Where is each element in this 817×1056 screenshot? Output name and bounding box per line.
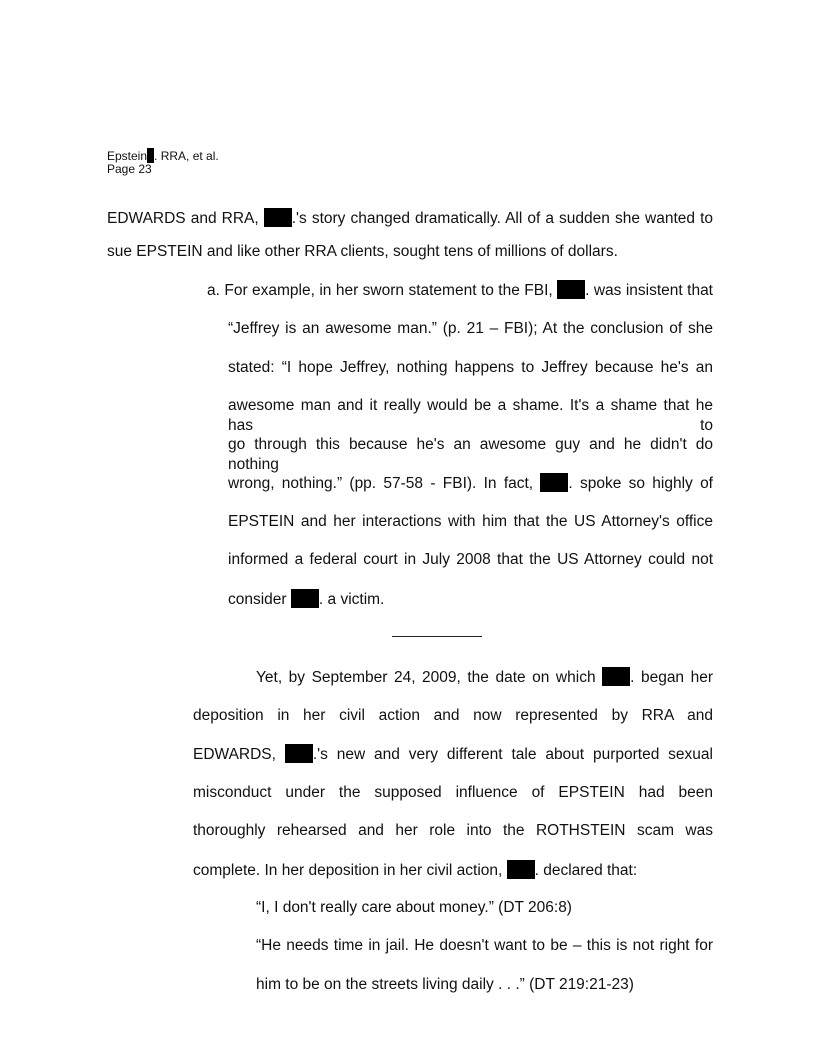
text: .'s story changed dramatically. All of a sudden she wanted to	[291, 210, 714, 227]
case-caption	[107, 148, 219, 163]
redaction	[147, 148, 154, 163]
list-item-line: informed a federal court in July 2008 that the US Attorney could not	[228, 551, 713, 568]
caption-text: Epstein	[107, 149, 148, 163]
text: . spoke so highly of	[568, 475, 713, 492]
redaction	[540, 473, 568, 492]
text: . was insistent that	[585, 282, 713, 299]
paragraph-line: deposition in her civil action and now represented by RRA and	[193, 707, 713, 724]
caption-text: . RRA, et al.	[154, 149, 219, 163]
page-number: Page 23	[107, 162, 152, 176]
text: wrong, nothing.” (pp. 57-58 - FBI). In fact,	[228, 475, 541, 492]
text: a. For example, in her sworn statement to the FBI,	[207, 282, 558, 299]
list-item-line: go through this because he's an awesome guy and he didn't do nothing	[228, 436, 713, 473]
redaction	[557, 280, 585, 299]
quote-line: “I, I don't really care about money.” (DT 206:8)	[256, 899, 572, 916]
list-item-line: stated: “I hope Jeffrey, nothing happens to Jeffrey because he's an	[228, 359, 713, 376]
list-item-line: awesome man and it really would be a shame. It's a shame that he has to	[228, 397, 713, 434]
paragraph-line	[193, 860, 637, 881]
list-item-line	[228, 589, 384, 610]
text: EDWARDS and RRA,	[107, 210, 264, 227]
list-item-line: “Jeffrey is an awesome man.” (p. 21 – FBI); At the conclusion of she	[228, 320, 713, 337]
section-divider	[392, 636, 482, 637]
text: . declared that:	[534, 862, 638, 879]
paragraph-line	[107, 208, 713, 229]
redaction	[264, 208, 292, 227]
redaction	[285, 744, 313, 763]
paragraph-line	[256, 667, 713, 688]
redaction	[602, 667, 630, 686]
text: . a victim.	[318, 591, 385, 608]
quote-line: “He needs time in jail. He doesn't want to be – this is not right for	[256, 937, 713, 954]
text: complete. In her deposition in her civil action,	[193, 862, 507, 879]
text: Yet, by September 24, 2009, the date on which	[256, 669, 603, 686]
text: consider	[228, 591, 291, 608]
list-item-line: EPSTEIN and her interactions with him that the US Attorney's office	[228, 513, 713, 530]
text: . began her	[630, 669, 713, 686]
redaction	[507, 860, 535, 879]
quote-line: him to be on the streets living daily . . .” (DT 219:21-23)	[256, 976, 634, 993]
paragraph-line: thoroughly rehearsed and her role into the ROTHSTEIN scam was	[193, 822, 713, 839]
text: .'s new and very different tale about purported sexual	[312, 746, 713, 763]
redaction	[291, 589, 319, 608]
list-item-line	[207, 280, 713, 301]
paragraph-line: sue EPSTEIN and like other RRA clients, sought tens of millions of dollars.	[107, 243, 618, 260]
text: EDWARDS,	[193, 746, 285, 763]
paragraph-line: misconduct under the supposed influence of EPSTEIN had been	[193, 784, 713, 801]
paragraph-line	[193, 744, 713, 765]
list-item-line	[228, 473, 713, 494]
